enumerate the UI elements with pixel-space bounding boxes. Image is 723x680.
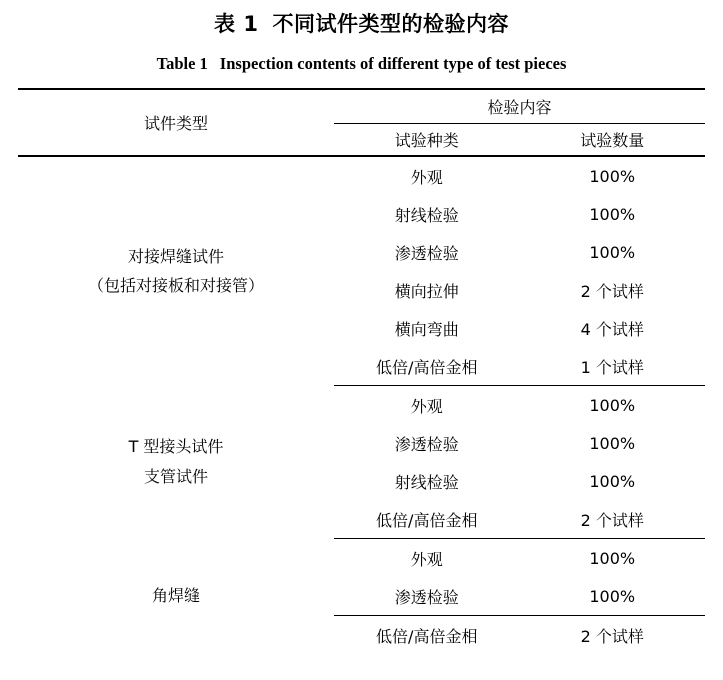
cell-kind: 外观 — [334, 156, 519, 195]
group-label-line: 对接焊缝试件 — [128, 246, 225, 266]
cell-kind: 低倍/高倍金相 — [334, 500, 519, 539]
cell-kind: 横向拉伸 — [394, 281, 459, 301]
group-label-cell — [18, 539, 334, 655]
table-title-chinese — [18, 8, 705, 38]
cell-qty: 100% — [589, 204, 636, 224]
table-number-english: Table 1 — [156, 54, 208, 73]
cell-kind: 射线检验 — [394, 205, 459, 225]
cell-qty: 100% — [589, 433, 636, 453]
cell-qty: 2 个试样 — [520, 500, 706, 539]
cell-kind: 低倍/高倍金相 — [376, 626, 478, 646]
group-label-cell — [18, 386, 334, 539]
table-title-chinese-text: 不同试件类型的检验内容 — [272, 12, 509, 36]
group-label-line: T 型接头试件 — [128, 437, 224, 457]
header-content-group: 检验内容 — [334, 89, 705, 124]
group-label-line: 角焊缝 — [152, 586, 201, 606]
cell-kind: 渗透检验 — [334, 577, 519, 616]
cell-qty: 100% — [589, 548, 636, 568]
header-kind-col: 试验种类 — [394, 131, 459, 150]
cell-qty: 1 个试样 — [520, 347, 706, 386]
cell-kind: 渗透检验 — [394, 434, 459, 454]
cell-qty: 2 个试样 — [580, 626, 644, 646]
cell-qty: 100% — [589, 242, 636, 262]
cell-kind: 外观 — [410, 549, 443, 569]
cell-qty: 4 个试样 — [580, 319, 644, 339]
inspection-contents-table — [18, 88, 705, 654]
header-type-col: 试件类型 — [18, 89, 334, 156]
table-title-english-text: Inspection contents of different type of test pieces — [219, 54, 567, 73]
table-title-english — [18, 54, 705, 74]
group-label-line: （包括对接板和对接管） — [88, 276, 265, 296]
cell-kind: 低倍/高倍金相 — [334, 347, 519, 386]
cell-kind: 外观 — [410, 396, 443, 416]
cell-qty: 2 个试样 — [580, 281, 644, 301]
cell-kind: 渗透检验 — [394, 243, 459, 263]
cell-qty: 100% — [520, 156, 706, 195]
table-row — [18, 156, 705, 195]
table-row — [18, 539, 705, 578]
cell-kind: 射线检验 — [394, 472, 459, 492]
cell-qty: 100% — [589, 471, 636, 491]
table-header-row-1 — [18, 89, 705, 124]
table-row — [18, 386, 705, 425]
table-number-chinese: 表 1 — [214, 12, 259, 36]
cell-qty: 100% — [589, 395, 636, 415]
cell-kind: 横向弯曲 — [394, 319, 459, 339]
table-page — [0, 8, 723, 680]
header-qty-col: 试验数量 — [580, 131, 645, 150]
group-label-line: 支管试件 — [144, 467, 209, 486]
cell-qty: 100% — [520, 577, 706, 616]
group-label-cell — [18, 156, 334, 386]
